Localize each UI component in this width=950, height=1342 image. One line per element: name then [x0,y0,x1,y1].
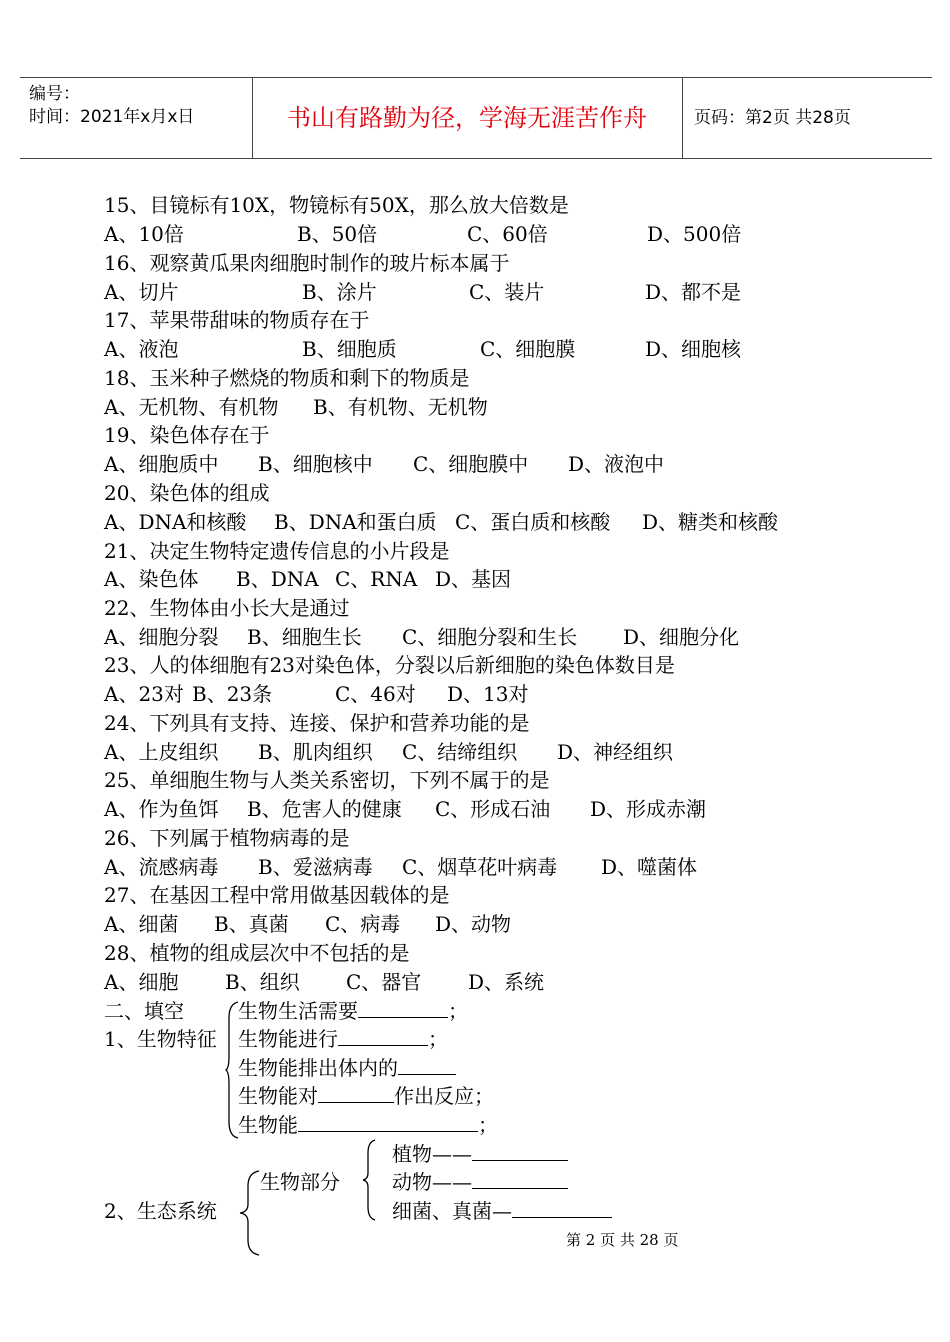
option: D、基因 [435,567,512,591]
option: D、糖类和核酸 [642,510,779,534]
option: B、组织 [225,970,300,994]
option: C、RNA [335,567,418,591]
fill-item: 生物生活需要 ； [238,999,468,1023]
option: A、流感病毒 [104,855,219,879]
option: A、切片 [104,280,179,304]
option: B、危害人的健康 [247,797,402,821]
option: A、DNA和核酸 [104,510,247,534]
question-stem: 19、染色体存在于 [104,423,270,447]
option: D、都不是 [645,280,742,304]
option: C、46对 [335,682,416,706]
page-header [20,77,932,159]
option: C、病毒 [325,912,401,936]
option: D、动物 [435,912,512,936]
question-stem: 26、下列属于植物病毒的是 [104,826,350,850]
option: A、作为鱼饵 [104,797,219,821]
question-stem: 25、单细胞生物与人类关系密切，下列不属于的是 [104,768,550,792]
fill-item: 生物能排出体内的 [238,1054,456,1082]
option: D、形成赤潮 [590,797,707,821]
header-middle-cell [252,78,683,158]
option: B、细胞核中 [258,452,373,476]
question-stem: 22、生物体由小长大是通过 [104,596,350,620]
option: B、50倍 [297,222,378,246]
blank-line[interactable] [472,1168,568,1189]
option: D、细胞分化 [623,625,740,649]
option: C、装片 [469,280,545,304]
option: C、60倍 [467,222,548,246]
option: D、13对 [447,682,529,706]
fill-q2-label: 2、生态系统 [104,1199,217,1223]
fill-item: 生物能进行 ； [238,1027,448,1051]
question-stem: 23、人的体细胞有23对染色体，分裂以后新细胞的染色体数目是 [104,653,675,677]
motto: 书山有路勤为径，学海无涯苦作舟 [287,104,647,132]
brace-icon [238,1170,260,1256]
question-stem: 17、苹果带甜味的物质存在于 [104,308,370,332]
option: B、有机物、无机物 [313,395,488,419]
blank-line[interactable] [398,1054,456,1075]
question-stem: 15、目镜标有10X，物镜标有50X，那么放大倍数是 [104,193,569,217]
section-title: 二、填空 [104,999,184,1023]
brace-icon [225,1000,239,1140]
fill-item: 生物能对 作出反应； [238,1084,494,1108]
fill-q1-label: 1、生物特征 [104,1027,217,1051]
blank-line[interactable] [512,1197,612,1218]
option: B、DNA和蛋白质 [274,510,437,534]
question-stem: 24、下列具有支持、连接、保护和营养功能的是 [104,711,530,735]
brace-icon [362,1139,376,1221]
option: C、细胞膜中 [413,452,529,476]
option: C、蛋白质和核酸 [455,510,611,534]
option: B、23条 [192,682,273,706]
option: D、500倍 [647,222,742,246]
fill-q2-sub-label: 生物部分 [260,1170,340,1194]
header-right-cell [682,78,932,158]
option: A、细菌 [104,912,179,936]
fill-item: 生物能 ； [238,1113,498,1137]
option: A、染色体 [104,567,199,591]
option: B、细胞质 [302,337,397,361]
option: B、真菌 [214,912,289,936]
fill-item: 植物—— [392,1140,568,1168]
option: A、23对 [104,682,184,706]
page-footer: 第 2 页 共 28 页 [566,1231,679,1249]
header-left-cell [20,78,253,158]
option: B、DNA [236,567,319,591]
option: C、形成石油 [435,797,551,821]
option: C、细胞分裂和生长 [402,625,578,649]
option: A、无机物、有机物 [104,395,279,419]
blank-line[interactable] [472,1140,568,1161]
option: D、细胞核 [645,337,742,361]
option: D、系统 [468,970,545,994]
option: C、烟草花叶病毒 [402,855,558,879]
option: D、噬菌体 [601,855,698,879]
blank-line[interactable] [358,997,448,1018]
question-stem: 21、决定生物特定遗传信息的小片段是 [104,539,450,563]
option: A、细胞分裂 [104,625,219,649]
question-stem: 16、观察黄瓜果肉细胞时制作的玻片标本属于 [104,251,510,275]
serial-label: 编号： [29,84,80,104]
option: A、10倍 [104,222,184,246]
question-stem: 18、玉米种子燃烧的物质和剩下的物质是 [104,366,470,390]
option: A、液泡 [104,337,179,361]
option: B、肌肉组织 [258,740,373,764]
question-stem: 28、植物的组成层次中不包括的是 [104,941,410,965]
option: A、细胞质中 [104,452,219,476]
option: C、细胞膜 [480,337,576,361]
option: B、细胞生长 [247,625,362,649]
fill-item: 细菌、真菌— [392,1197,612,1225]
option: B、涂片 [302,280,377,304]
option: C、结缔组织 [402,740,518,764]
option: D、液泡中 [568,452,665,476]
option: B、爱滋病毒 [258,855,373,879]
option: D、神经组织 [557,740,674,764]
blank-line[interactable] [338,1025,428,1046]
blank-line[interactable] [318,1082,394,1103]
question-stem: 20、染色体的组成 [104,481,270,505]
option: C、器官 [346,970,422,994]
option: A、上皮组织 [104,740,219,764]
question-stem: 27、在基因工程中常用做基因载体的是 [104,883,450,907]
fill-item: 动物—— [392,1168,568,1196]
blank-line[interactable] [298,1111,478,1132]
time-label: 时间：2021年x月x日 [29,107,195,127]
option: A、细胞 [104,970,179,994]
page-code: 页码：第2页 共28页 [694,108,851,128]
